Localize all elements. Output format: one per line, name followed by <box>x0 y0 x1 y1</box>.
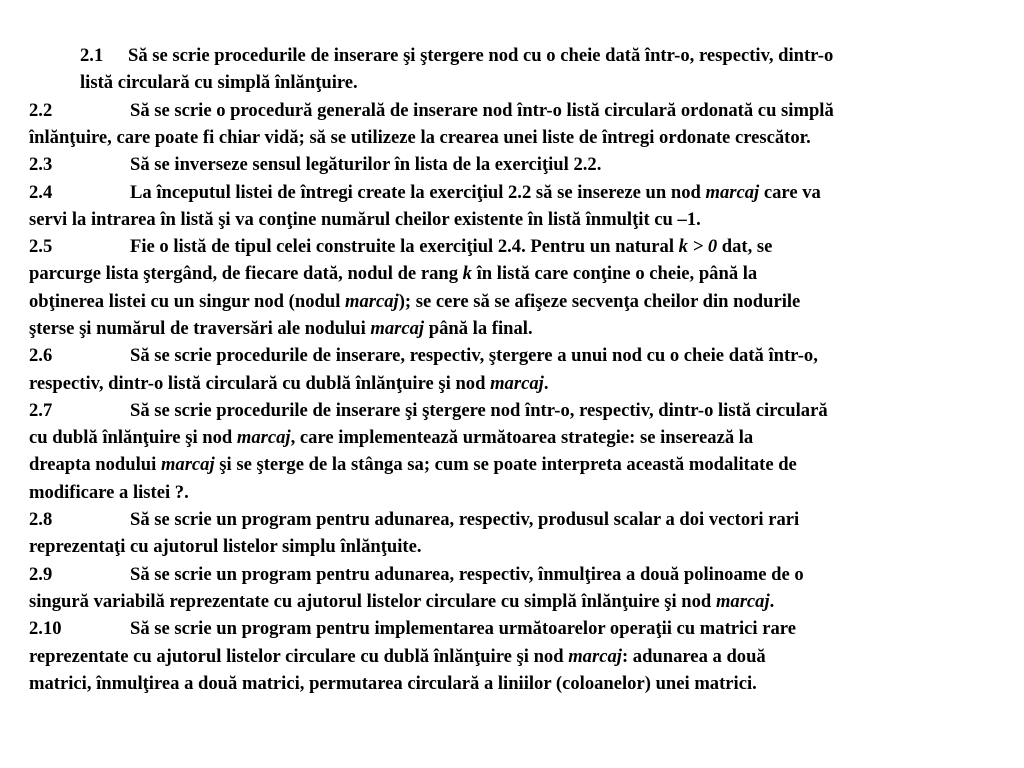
text: care va <box>759 181 821 203</box>
italic-term: marcaj <box>490 372 544 394</box>
exercise-2-6 <box>29 342 997 397</box>
italic-term: marcaj <box>705 181 760 203</box>
text: , care implementează următoarea strategie: se inserează la <box>290 427 754 449</box>
line <box>29 206 997 233</box>
text: şterse şi numărul de traversări ale nodului <box>29 317 371 339</box>
line <box>29 643 997 670</box>
italic-term: k <box>462 263 472 285</box>
exercise-2-3 <box>29 151 997 178</box>
text: Fie o listă de tipul celei construite la exerciţiul 2.4. Pentru un natural <box>130 236 679 258</box>
line <box>29 506 997 533</box>
line <box>29 533 997 560</box>
line <box>29 561 997 588</box>
exercise-2-9 <box>29 561 997 616</box>
text: matrici, înmulţirea a două matrici, permutarea circulară a liniilor (coloanelor) unei matrici. <box>29 672 757 694</box>
exercise-2-1 <box>80 42 997 97</box>
line <box>29 124 997 151</box>
exercise-number: 2.8 <box>29 509 53 531</box>
text: reprezentaţi cu ajutorul listelor simplu înlănţuite. <box>29 536 422 558</box>
exercise-2-5 <box>29 233 997 342</box>
line <box>29 315 997 342</box>
text: . <box>543 372 549 394</box>
exercise-2-8 <box>29 506 997 561</box>
text: dreapta nodului <box>29 454 161 476</box>
exercise-2-4 <box>29 179 997 234</box>
line <box>29 233 997 260</box>
line <box>80 42 997 69</box>
text: şi se şterge de la stânga sa; cum se poate interpreta această modalitate de <box>214 454 797 476</box>
text: înlănţuire, care poate fi chiar vidă; să se utilizeze la crearea unei liste de întregi ordonate crescător. <box>29 126 811 148</box>
exercise-number: 2.9 <box>29 563 53 585</box>
text: modificare a listei ?. <box>29 481 189 503</box>
line <box>29 370 997 397</box>
text: cu dublă înlănţuire şi nod <box>29 427 237 449</box>
exercise-2-7 <box>29 397 997 506</box>
text: ); se cere să se afişeze secvenţa cheilor din nodurile <box>398 290 801 312</box>
line <box>29 670 997 697</box>
italic-term: marcaj <box>160 454 215 476</box>
line <box>29 342 997 369</box>
italic-term: marcaj <box>345 290 399 312</box>
text: Să se scrie procedurile de inserare şi ştergere nod cu o cheie dată într-o, respectiv, dintr-o <box>128 45 834 66</box>
text: Să se scrie un program pentru adunarea, respectiv, produsul scalar a doi vectori rari <box>130 509 800 531</box>
line <box>29 479 997 506</box>
text: până la final. <box>424 317 533 339</box>
text: servi la intrarea în listă şi va conţine numărul cheilor existente în listă înmulţit cu –1. <box>29 208 701 230</box>
exercise-number: 2.10 <box>29 618 62 640</box>
text: singură variabilă reprezentate cu ajutorul listelor circulare cu simplă înlănţuire şi nod <box>29 590 716 612</box>
text: listă circulară cu simplă înlănţuire. <box>80 72 358 94</box>
text: Să se scrie un program pentru adunarea, respectiv, înmulţirea a două polinoame de o <box>130 563 804 585</box>
line <box>29 397 997 424</box>
line <box>29 588 997 615</box>
italic-term: marcaj <box>236 427 291 449</box>
exercise-number: 2.3 <box>29 154 53 176</box>
text: Să se scrie un program pentru implementarea următoarelor operaţii cu matrici rare <box>130 618 796 640</box>
text: La începutul listei de întregi create la exerciţiul 2.2 să se insereze un nod <box>130 181 706 203</box>
italic-term: marcaj <box>715 590 770 612</box>
text: Să se scrie o procedură generală de inserare nod într-o listă circulară ordonată cu simplă <box>130 99 834 121</box>
exercise-number: 2.4 <box>29 181 53 203</box>
exercise-number: 2.7 <box>29 399 53 421</box>
exercise-2-2 <box>29 97 997 152</box>
line <box>29 424 997 451</box>
exercise-number: 2.5 <box>29 236 53 258</box>
italic-term: marcaj <box>568 645 622 667</box>
exercise-number: 2.1 <box>80 45 104 66</box>
text: reprezentate cu ajutorul listelor circulare cu dublă înlănţuire şi nod <box>29 645 569 667</box>
text: : adunarea a două <box>621 645 766 667</box>
line <box>29 451 997 478</box>
line <box>29 97 997 124</box>
italic-term: k > 0 <box>678 236 718 258</box>
text: parcurge lista ştergând, de fiecare dată, nodul de rang <box>29 263 463 285</box>
italic-term: marcaj <box>370 317 425 339</box>
text: respectiv, dintr-o listă circulară cu dublă înlănţuire şi nod <box>29 372 491 394</box>
text: . <box>769 590 775 612</box>
exercise-2-10 <box>29 615 997 697</box>
exercise-number: 2.6 <box>29 345 53 367</box>
text: în listă care conţine o cheie, până la <box>471 263 758 285</box>
line <box>29 615 997 642</box>
exercise-number: 2.2 <box>29 99 53 121</box>
text: dat, se <box>717 236 773 258</box>
text: Să se scrie procedurile de inserare, respectiv, ştergere a unui nod cu o cheie dată într-o, <box>130 345 818 367</box>
text: obţinerea listei cu un singur nod (nodul <box>29 290 346 312</box>
line <box>29 151 997 178</box>
line <box>29 179 997 206</box>
text: Să se scrie procedurile de inserare şi ştergere nod într-o, respectiv, dintr-o listă circulară <box>130 399 828 421</box>
text: Să se inverseze sensul legăturilor în lista de la exerciţiul 2.2. <box>130 154 602 176</box>
line <box>29 288 997 315</box>
line <box>80 69 997 96</box>
line <box>29 260 997 287</box>
